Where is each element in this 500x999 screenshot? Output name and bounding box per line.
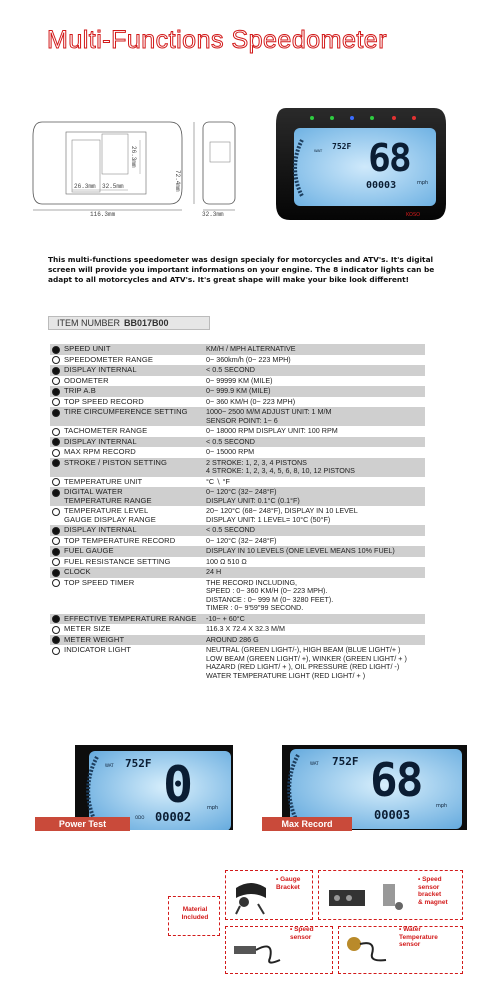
dim-depth: 32.3mm: [202, 211, 224, 218]
gauge-bracket-image: [230, 874, 272, 916]
spec-value: < 0.5 SECOND: [206, 365, 255, 374]
spec-row: [50, 407, 425, 426]
power-test-panel: [35, 745, 233, 830]
water-sensor-label: • Water Temperature sensor: [399, 926, 438, 948]
spec-row: [50, 397, 425, 408]
spec-name: TACHOMETER RANGE: [64, 426, 148, 435]
spec-name-cell: [50, 558, 204, 567]
speed-sensor-image: [230, 932, 290, 968]
filled-bullet-icon: [52, 615, 60, 623]
spec-value: 100 Ω 510 Ω: [206, 556, 247, 566]
spec-value: 0~ 120°C (32~ 248°F) DISPLAY UNIT: 0.1°C (0.1°F): [206, 487, 300, 505]
spec-name-cell: [50, 448, 204, 457]
item-number-value: BB017B00: [124, 318, 169, 328]
open-bullet-icon: [52, 377, 60, 385]
materials-section: [168, 868, 468, 988]
power-test-speed: 0: [163, 756, 194, 814]
spec-name-cell: [50, 526, 204, 535]
spec-value: AROUND 286 G: [206, 634, 259, 644]
spec-name: TEMPERATURE LEVEL GAUGE DISPLAY RANGE: [64, 506, 156, 524]
dim-height: 72.4mm: [174, 170, 181, 192]
dim-a: 26.3mm: [74, 183, 96, 190]
spec-row: [50, 386, 425, 397]
spec-value: DISPLAY IN 10 LEVELS (ONE LEVEL MEANS 10% FUEL): [206, 546, 395, 555]
speedometer-housing: [272, 100, 452, 228]
spec-value: THE RECORD INCLUDING, SPEED : 0~ 360 KM/H (0~ 223 MPH). DISTANCE : 0~ 999 M (0~ 3280 FEET). TIMER : 0~ 9'59"99 SECOND.: [206, 577, 334, 612]
spec-value: 0~ 360 KM/H (0~ 223 MPH): [206, 396, 296, 406]
hero-wat-label: WAT: [314, 148, 323, 153]
max-record-odo: 00003: [374, 808, 411, 822]
spec-name-cell: [50, 427, 204, 436]
spec-row: [50, 546, 425, 557]
spec-name-cell: [50, 345, 204, 354]
spec-name: TIRE CIRCUMFERENCE SETTING: [64, 407, 188, 416]
spec-name: ODOMETER: [64, 375, 109, 385]
spec-name: SPEED UNIT: [64, 344, 111, 353]
spec-name-cell: [50, 579, 204, 613]
spec-row: [50, 487, 425, 506]
speed-bracket-image: [323, 878, 409, 916]
spec-row: [50, 437, 425, 448]
open-bullet-icon: [52, 449, 60, 457]
spec-name: SPEEDOMETER RANGE: [64, 354, 154, 364]
power-test-odo: 00002: [155, 810, 192, 824]
speed-bracket-label: • Speed sensor bracket & magnet: [418, 876, 448, 906]
spec-value: 0~ 15000 RPM: [206, 447, 255, 456]
spec-value: < 0.5 SECOND: [206, 525, 255, 534]
spec-name: TOP SPEED TIMER: [64, 577, 135, 587]
open-bullet-icon: [52, 398, 60, 406]
page-title: Multi-Functions Speedometer: [47, 26, 388, 54]
spec-value: KM/H / MPH ALTERNATIVE: [206, 344, 296, 353]
spec-row: [50, 365, 425, 376]
spec-name: DISPLAY INTERNAL: [64, 365, 137, 374]
spec-name-cell: [50, 488, 204, 505]
dim-width: 116.3mm: [90, 211, 116, 218]
hero-odometer-readout: 00003: [366, 180, 397, 191]
spec-value: 0~ 18000 RPM DISPLAY UNIT: 100 RPM: [206, 426, 338, 435]
power-test-unit: mph: [207, 805, 219, 811]
filled-bullet-icon: [52, 346, 60, 354]
open-bullet-icon: [52, 508, 60, 516]
material-label: Material Included: [181, 906, 209, 921]
spec-value: -10~ + 60°C: [206, 613, 245, 623]
spec-row: [50, 536, 425, 547]
spec-name-cell: [50, 537, 204, 546]
spec-name: METER SIZE: [64, 624, 111, 633]
spec-row: [50, 635, 425, 646]
dim-c: 26.3mm: [130, 146, 137, 168]
spec-name: TOP SPEED RECORD: [64, 396, 144, 406]
svg-text:KOSO: KOSO: [406, 212, 421, 218]
dimension-drawing: [30, 110, 240, 220]
spec-value: 116.3 X 72.4 X 32.3 M/M: [206, 624, 285, 633]
max-record-speed: 68: [370, 753, 422, 807]
intro-paragraph: This multi-functions speedometer was design specialy for motorcycles and ATV's. It's digital screen will provide you important informations on your engine. The 8 indicator lights can be adapt to all motorcycles and ATV's. It's great shape will make your bike look different!: [48, 255, 435, 284]
spec-name-cell: [50, 547, 204, 556]
hero-temp-readout: 752F: [332, 142, 352, 151]
filled-bullet-icon: [52, 636, 60, 644]
open-bullet-icon: [52, 558, 60, 566]
spec-name: TEMPERATURE UNIT: [64, 476, 143, 486]
spec-name-cell: [50, 356, 204, 365]
spec-value: 0~ 120°C (32~ 248°F): [206, 535, 277, 545]
spec-name-cell: [50, 366, 204, 375]
spec-name: STROKE / PISTON SETTING: [64, 457, 168, 467]
spec-name-cell: [50, 615, 204, 624]
max-record-wat: WAT: [310, 761, 319, 766]
spec-row: [50, 557, 425, 568]
spec-row: [50, 477, 425, 488]
open-bullet-icon: [52, 626, 60, 634]
spec-name: METER WEIGHT: [64, 634, 125, 644]
spec-name: CLOCK: [64, 567, 91, 576]
open-bullet-icon: [52, 356, 60, 364]
spec-row: [50, 614, 425, 625]
open-bullet-icon: [52, 478, 60, 486]
speed-sensor-label: • Speed sensor: [290, 926, 314, 941]
filled-bullet-icon: [52, 527, 60, 535]
hero-speed-unit: mph: [417, 180, 429, 186]
filled-bullet-icon: [52, 367, 60, 375]
filled-bullet-icon: [52, 548, 60, 556]
open-bullet-icon: [52, 579, 60, 587]
spec-name: INDICATOR LIGHT: [64, 645, 132, 654]
spec-value: 0~ 360km/h (0~ 223 MPH): [206, 354, 291, 364]
hero-speedometer: [272, 100, 452, 228]
spec-value: < 0.5 SECOND: [206, 436, 255, 446]
power-test-odo-prefix: ODO: [135, 815, 145, 820]
spec-name-cell: [50, 568, 204, 577]
spec-row: [50, 426, 425, 437]
spec-value: 1000~ 2500 M/M ADJUST UNIT: 1 M/M SENSOR POINT: 1~ 6: [206, 407, 332, 425]
spec-value: NEUTRAL (GREEN LIGHT/-), HIGH BEAM (BLUE LIGHT/+ ) LOW BEAM (GREEN LIGHT/ +), WINKER (GREEN LIGHT/ + ) HAZARD (RED LIGHT/ + ), OIL PRESSURE (RED LIGHT/ -) WATER TEMPERATURE LIGHT (RED LIGHT/ + ): [206, 645, 407, 680]
spec-name-cell: [50, 408, 204, 425]
spec-name: DISPLAY INTERNAL: [64, 436, 137, 446]
spec-row: [50, 376, 425, 387]
spec-name: EFFECTIVE TEMPERATURE RANGE: [64, 613, 197, 623]
filled-bullet-icon: [52, 569, 60, 577]
dim-b: 32.5mm: [102, 183, 124, 190]
spec-value: 20~ 120°C (68~ 248°F), DISPLAY IN 10 LEVEL DISPLAY UNIT: 1 LEVEL= 10°C (50°F): [206, 506, 358, 524]
spec-row: [50, 525, 425, 536]
spec-name-cell: [50, 625, 204, 634]
power-test-label: Power Test: [35, 817, 130, 831]
item-number-box: [48, 316, 210, 330]
spec-name: TOP TEMPERATURE RECORD: [64, 535, 176, 545]
spec-row: [50, 458, 425, 477]
power-test-temp: 752F: [125, 757, 152, 770]
spec-value: 24 H: [206, 567, 222, 576]
spec-name-cell: [50, 438, 204, 447]
spec-value: 0~ 99999 KM (MILE): [206, 375, 273, 385]
max-record-panel: [262, 745, 467, 830]
max-record-unit: mph: [436, 803, 448, 809]
filled-bullet-icon: [52, 438, 60, 446]
spec-name-cell: [50, 507, 204, 524]
open-bullet-icon: [52, 647, 60, 655]
spec-name-cell: [50, 646, 204, 680]
spec-value: °C ∖ °F: [206, 476, 230, 486]
filled-bullet-icon: [52, 459, 60, 467]
spec-row: [50, 578, 425, 614]
spec-row: [50, 506, 425, 525]
spec-name: MAX RPM RECORD: [64, 447, 136, 456]
max-record-label: Max Record: [262, 817, 352, 831]
spec-name: FUEL GAUGE: [64, 546, 114, 555]
power-test-wat: WAT: [105, 763, 114, 768]
filled-bullet-icon: [52, 388, 60, 396]
open-bullet-icon: [52, 428, 60, 436]
spec-name: TRIP A.B: [64, 386, 96, 395]
hero-speed-readout: 68: [368, 136, 410, 180]
spec-value: 2 STROKE: 1, 2, 3, 4 PISTONS 4 STROKE: 1, 2, 3, 4, 5, 6, 8, 10, 12 PISTONS: [206, 457, 355, 475]
spec-name: DISPLAY INTERNAL: [64, 525, 137, 534]
gauge-bracket-label: • Gauge Bracket: [276, 876, 301, 891]
spec-row: [50, 344, 425, 355]
spec-row: [50, 645, 425, 681]
spec-row: [50, 624, 425, 635]
spec-value: 0~ 999.9 KM (MILE): [206, 386, 271, 395]
filled-bullet-icon: [52, 409, 60, 417]
max-record-temp: 752F: [332, 755, 359, 768]
spec-table: [50, 344, 425, 681]
spec-name-cell: [50, 478, 204, 487]
spec-name: DIGITAL WATER TEMPERATURE RANGE: [64, 487, 152, 505]
item-number-label: ITEM NUMBER: [57, 318, 120, 328]
filled-bullet-icon: [52, 489, 60, 497]
spec-name-cell: [50, 387, 204, 396]
spec-name-cell: [50, 377, 204, 386]
spec-name-cell: [50, 398, 204, 407]
spec-name-cell: [50, 636, 204, 645]
spec-row: [50, 567, 425, 578]
spec-name-cell: [50, 459, 204, 476]
water-sensor-image: [342, 930, 397, 970]
spec-row: [50, 447, 425, 458]
spec-row: [50, 355, 425, 366]
spec-name: FUEL RESISTANCE SETTING: [64, 556, 171, 566]
open-bullet-icon: [52, 537, 60, 545]
